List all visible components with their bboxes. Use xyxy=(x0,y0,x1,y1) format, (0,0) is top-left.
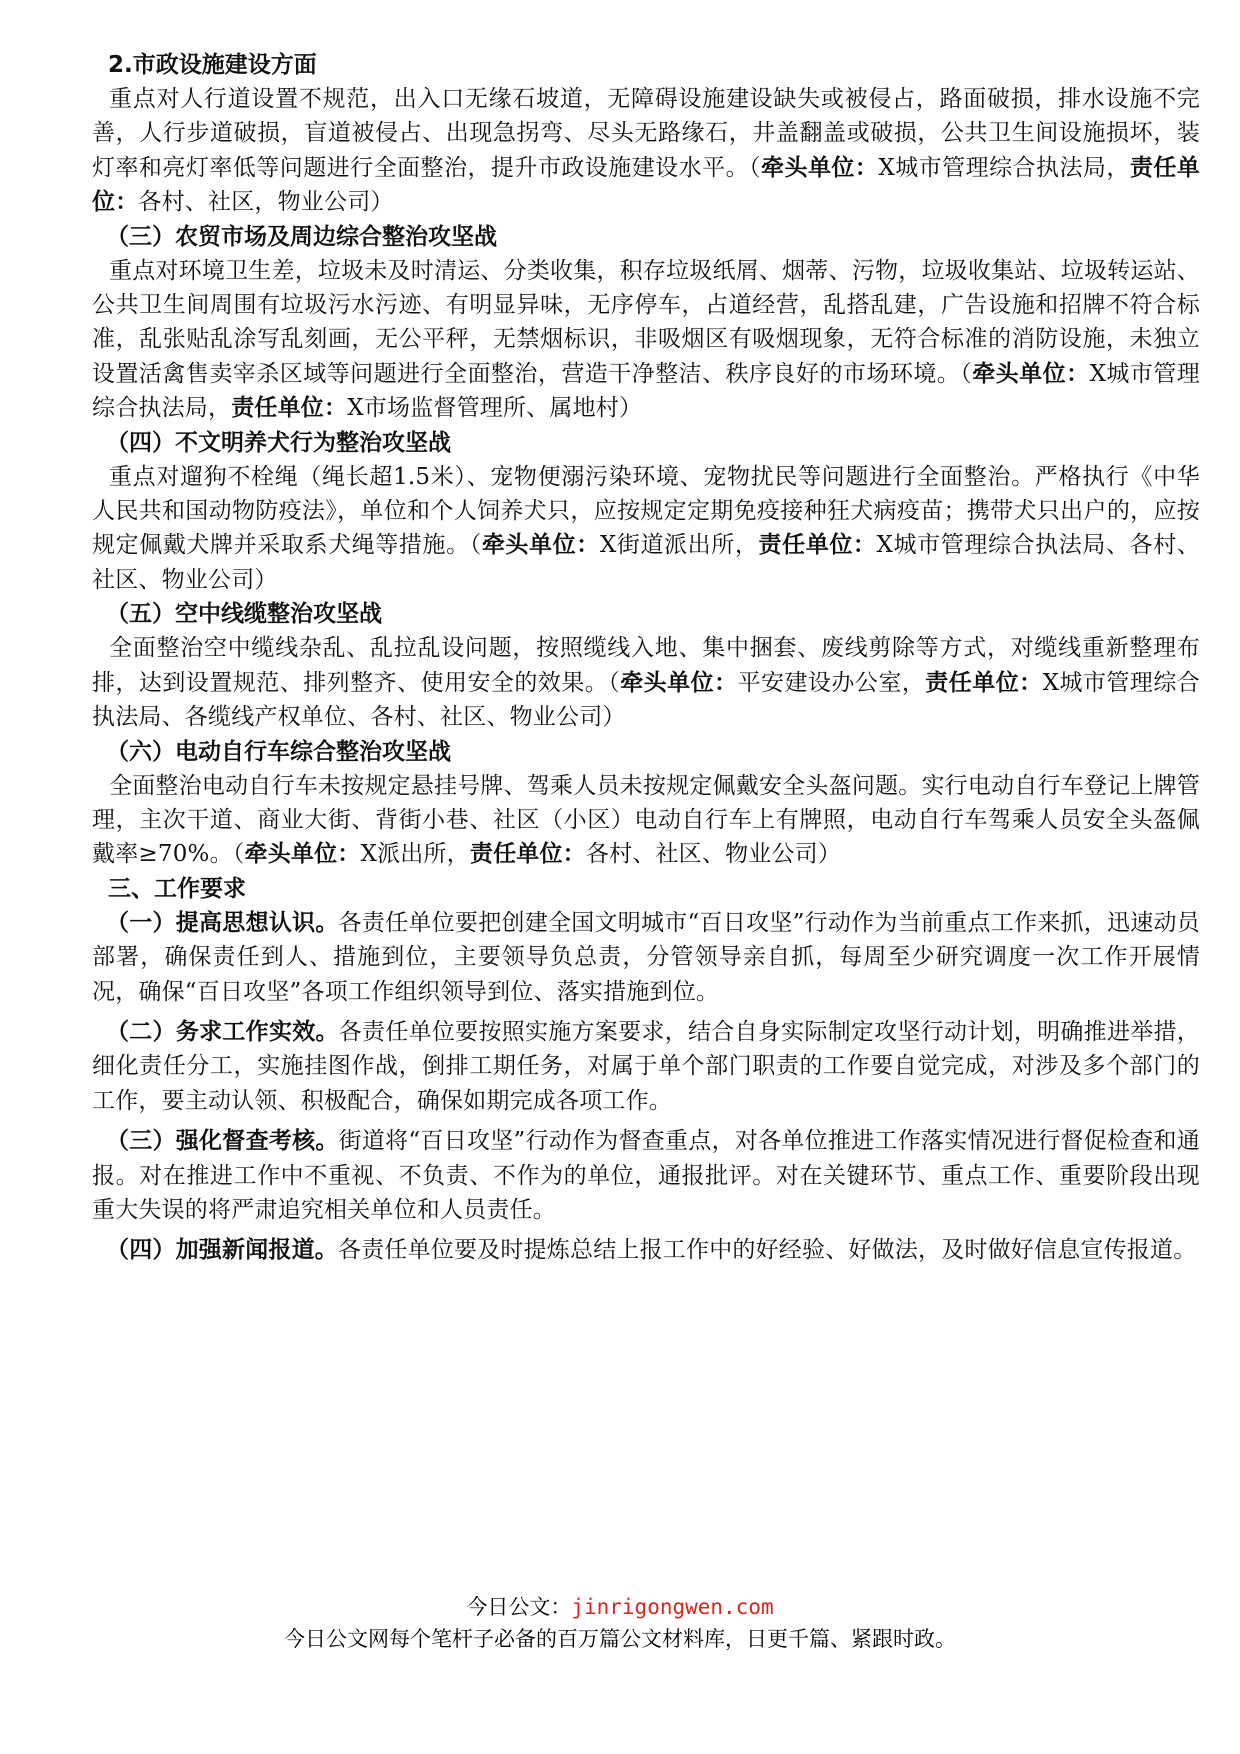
resp-value: X市场监督管理所、属地村） xyxy=(347,395,643,422)
section-heading-market: （三）农贸市场及周边综合整治攻坚战 xyxy=(106,223,497,250)
section-heading-ebikes: （六）电动自行车综合整治攻坚战 xyxy=(106,738,451,765)
document-page xyxy=(92,48,1200,1274)
resp-value: 各村、社区、物业公司） xyxy=(585,841,842,868)
requirements-heading: 三、工作要求 xyxy=(108,875,246,902)
lead-value: X派出所， xyxy=(360,841,470,868)
requirement-text: 各责任单位要把创建全国文明城市“百日攻坚”行动作为当前重点工作来抓，迅速动员部署，确保责任到人、措施到位，主要领导负总责，分管领导亲自抓，每周至少研究调度一次工作开展情况，确保“百日攻坚”各项工作组织领导到位、落实措施到位。 xyxy=(92,909,1201,1005)
resp-label: 责任单位： xyxy=(92,154,1200,216)
resp-value: 各村、社区，物业公司） xyxy=(138,189,394,216)
body-text: 全面整治空中缆线杂乱、乱拉乱设问题，按照缆线入地、集中捆套、废线剪除等方式，对缆线重新整理布排，达到设置规范、排列整齐、使用安全的效果。（ xyxy=(92,635,1200,696)
requirement-item xyxy=(92,1233,1200,1267)
requirement-text: 各责任单位要及时提炼总结上报工作中的好经验、好做法，及时做好信息宣传报道。 xyxy=(338,1237,1197,1264)
body-text: 全面整治电动自行车未按规定悬挂号牌、驾乘人员未按规定佩戴安全头盔问题。实行电动自行车登记上牌管理，主次干道、商业大街、背街小巷、社区（小区）电动自行车上有牌照，电动自行车驾乘人员安全头盔佩戴率≥70%。（ xyxy=(92,772,1200,868)
footer-site-line xyxy=(0,1591,1240,1623)
resp-value: X城市管理综合执法局、各缆线产权单位、各村、社区、物业公司） xyxy=(92,669,1201,731)
lead-value: X城市管理综合执法局， xyxy=(878,154,1130,181)
section-heading-dogs: （四）不文明养犬行为整治攻坚战 xyxy=(106,429,451,456)
footer-prefix: 今日公文： xyxy=(466,1595,572,1619)
requirement-item xyxy=(92,906,1200,1009)
section-heading-municipal: 2.市政设施建设方面 xyxy=(108,52,317,78)
resp-label: 责任单位： xyxy=(925,669,1043,696)
body-text: 重点对环境卫生差，垃圾未及时清运、分类收集，积存垃圾纸屑、烟蒂、污物，垃圾收集站、垃圾转运站、公共卫生间周围有垃圾污水污迹、有明显异味，无序停车，占道经营，乱搭乱建，广告设施和招牌不符合标准，乱张贴乱涂写乱刻画，无公平秤，无禁烟标识，非吸烟区有吸烟现象，无符合标准的消防设施，未独立设置活禽售卖宰杀区域等问题进行全面整治，营造干净整洁、秩序良好的市场环境。（ xyxy=(92,257,1200,387)
lead-value: X城市管理综合执法局， xyxy=(92,360,1201,422)
footer-slogan: 今日公文网每个笔杆子必备的百万篇公文材料库，日更千篇、紧跟时政。 xyxy=(284,1627,956,1651)
section-body-cables xyxy=(92,631,1200,734)
page-footer xyxy=(0,1591,1240,1655)
resp-label: 责任单位： xyxy=(469,841,586,868)
lead-label: 牵头单位： xyxy=(620,669,738,696)
section-body-ebikes xyxy=(92,769,1200,872)
section-body-market xyxy=(92,254,1200,426)
lead-value: 平安建设办公室， xyxy=(737,669,926,696)
section-heading-cables: （五）空中线缆整治攻坚战 xyxy=(106,601,382,628)
requirement-title: （三）强化督查考核。 xyxy=(106,1128,339,1155)
lead-label: 牵头单位： xyxy=(972,360,1090,387)
resp-value: X城市管理综合执法局、各村、社区、物业公司） xyxy=(92,532,1201,593)
section-body-municipal xyxy=(92,82,1200,220)
requirement-title: （四）加强新闻报道。 xyxy=(106,1237,338,1264)
body-text: 重点对遛狗不栓绳（绳长超1.5米）、宠物便溺污染环境、宠物扰民等问题进行全面整治。严格执行《中华人民共和国动物防疫法》，单位和个人饲养犬只，应按规定定期免疫接种狂犬病疫苗；携带犬只出户的，应按规定佩戴犬牌并采取系犬绳等措施。（ xyxy=(92,463,1200,559)
lead-label: 牵头单位： xyxy=(244,841,361,868)
section-body-dogs xyxy=(92,460,1200,598)
resp-label: 责任单位： xyxy=(231,395,348,422)
footer-site-link[interactable]: jinrigongwen.com xyxy=(571,1595,774,1619)
lead-value: X街道派出所， xyxy=(599,532,759,559)
requirement-title: （一）提高思想认识。 xyxy=(106,909,339,936)
requirement-item xyxy=(92,1015,1200,1118)
body-text: 重点对人行道设置不规范，出入口无缘石坡道，无障碍设施建设缺失或被侵占，路面破损，排水设施不完善，人行步道破损，盲道被侵占、出现急拐弯、尽头无路缘石，井盖翻盖或破损，公共卫生间设施损坏，装灯率和亮灯率低等问题进行全面整治，提升市政设施建设水平。（ xyxy=(92,86,1200,181)
requirement-text: 街道将“百日攻坚”行动作为督查重点，对各单位推进工作落实情况进行督促检查和通报。对在推进工作中不重视、不负责、不作为的单位，通报批评。对在关键环节、重点工作、重要阶段出现重大失误的将严肃追究相关单位和人员责任。 xyxy=(92,1128,1201,1223)
requirement-title: （二）务求工作实效。 xyxy=(106,1018,339,1045)
lead-label: 牵头单位： xyxy=(481,532,600,559)
requirement-item xyxy=(92,1124,1200,1227)
requirement-text: 各责任单位要按照实施方案要求，结合自身实际制定攻坚行动计划，明确推进举措，细化责任分工，实施挂图作战，倒排工期任务，对属于单个部门职责的工作要自觉完成，对涉及多个部门的工作，要主动认领、积极配合，确保如期完成各项工作。 xyxy=(92,1018,1200,1114)
resp-label: 责任单位： xyxy=(758,532,877,559)
lead-label: 牵头单位： xyxy=(761,154,879,181)
